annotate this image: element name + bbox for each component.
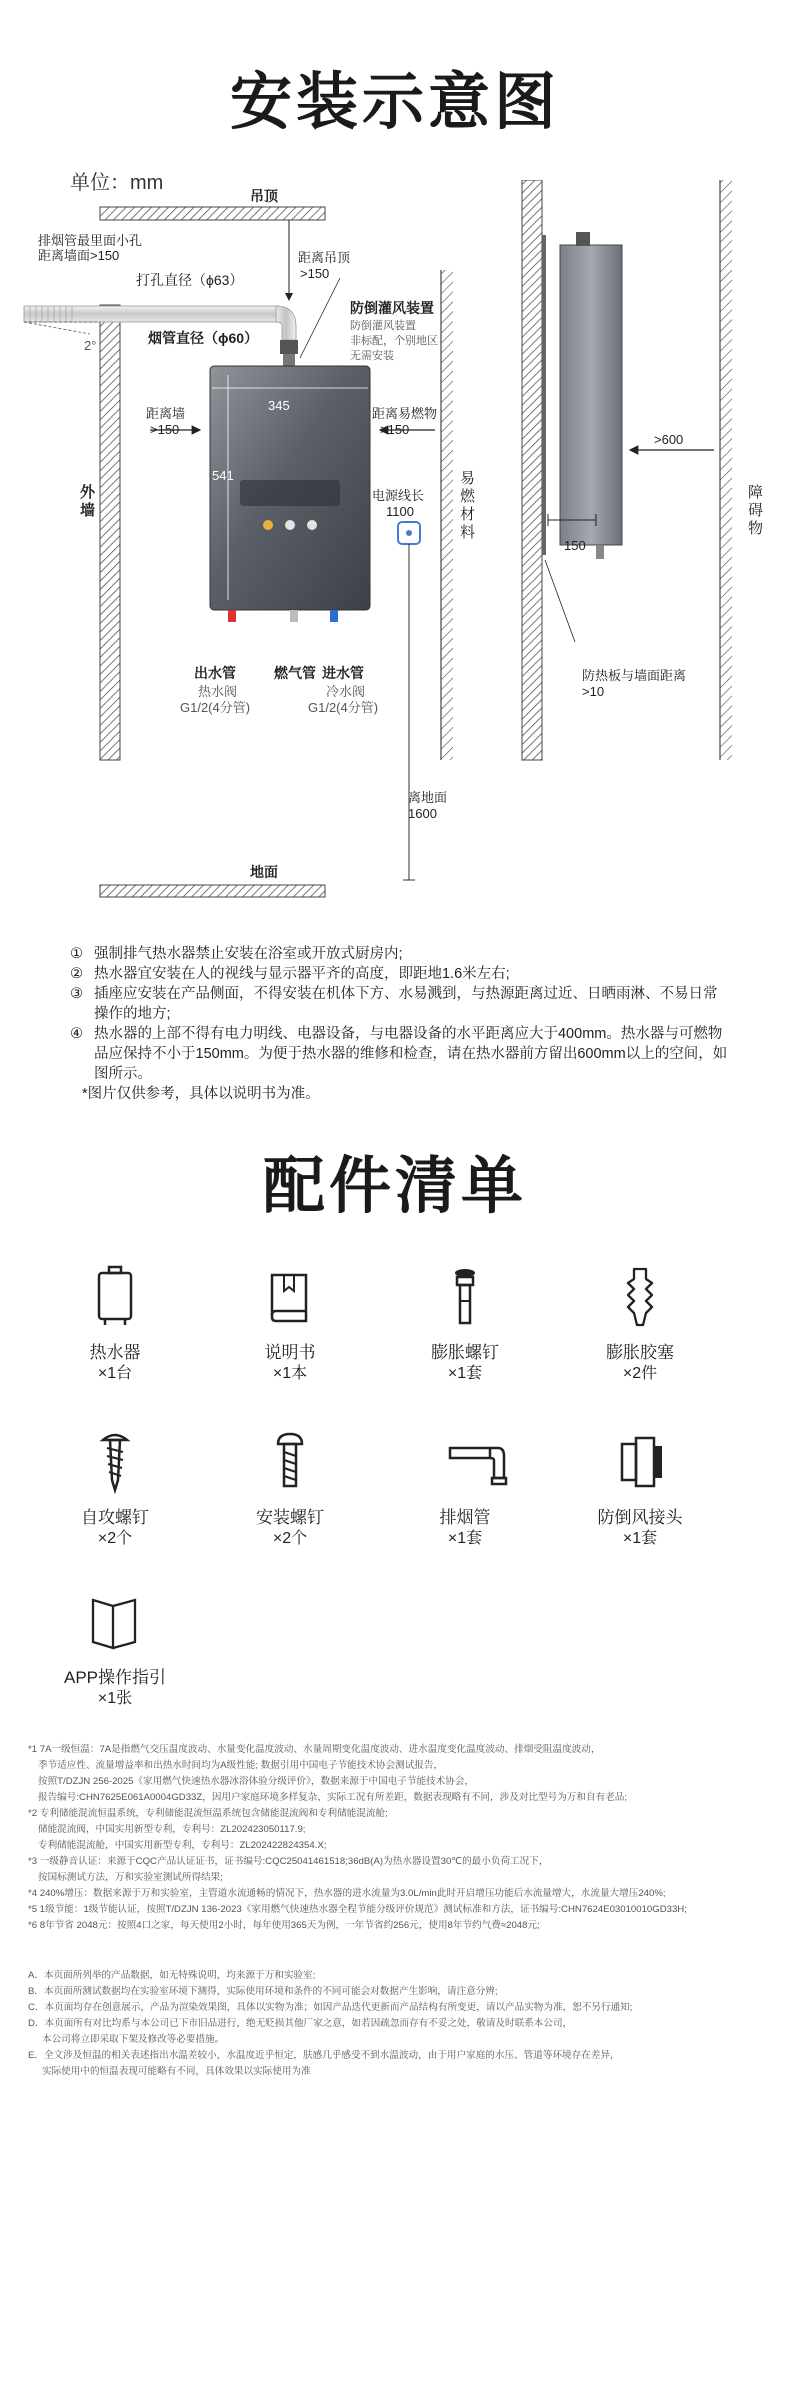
footnote-line: 专利储能混流舱，中国实用新型专利，专利号：ZL202422824354.X;	[38, 1840, 327, 1851]
footnote-line: *5 1级节能：1级节能认证，按照T/DZJN 136-2023《家用燃气快速热水器全程节能分级评价规范》测试标准和方法，证书编号:CHN7624E03010010GD33H;	[28, 1904, 687, 1915]
footnote-line: *3 一级静音认证：来源于CQC产品认证证书，证书编号:CQC25041461518;36dB(A)为热水器设置30℃的最小负荷工况下，	[28, 1856, 549, 1867]
water-heater-side	[560, 232, 622, 559]
accessory-name: APP操作指引	[63, 1668, 167, 1687]
note-item: ① 强制排气热水器禁止安装在浴室或开放式厨房内;	[70, 946, 403, 962]
outlet-pipe-title: 出水管	[194, 665, 236, 681]
floor-hatch	[100, 885, 325, 897]
inlet-pipe-title: 进水管	[322, 665, 364, 681]
accessory-qty: ×1套	[447, 1365, 483, 1382]
wall-distance-1: 距离墙	[146, 406, 186, 421]
exhaust-pipe-icon	[428, 1430, 528, 1494]
disclaimer-line: A．本页面所列举的产品数据，如无特殊说明，均来源于万和实验室;	[28, 1970, 316, 1981]
outlet-pipe-line1: 热水阀	[198, 684, 238, 699]
note-item: ④ 热水器的上部不得有电力明线、电器设备，与电器设备的水平距离应大于400mm。热水器与可燃物品应保持不小于150mm。为便于热水器的维修和检查，请在热水器前方留出600mm以上的空间，如图所示。	[70, 1026, 728, 1082]
footnote-line: *1 7A一级恒温：7A是指燃气交压温度波动、水量变化温度波动、水量周期变化温度波动、进水温度变化温度波动、排烟受阻温度波动，	[28, 1744, 601, 1755]
accessory-water-heater	[40, 1265, 190, 1384]
accessory-name: 说明书	[264, 1343, 316, 1362]
outer-wall	[100, 305, 120, 760]
installation-diagram	[0, 180, 790, 910]
accessory-name: 热水器	[89, 1343, 141, 1362]
accessory-qty: ×1张	[97, 1690, 133, 1707]
anti-wind-line3: 无需安装	[350, 350, 394, 362]
accessory-name: 防倒风接头	[597, 1508, 683, 1527]
water-heater-icon	[85, 1265, 145, 1329]
accessory-wall-plug	[565, 1265, 715, 1384]
footnote-line: 季节适应性、流量增益率和出热水时间均为A级性能; 数据引用中国电子节能技术协会测试报告，	[38, 1760, 444, 1771]
install-notes	[70, 944, 730, 1104]
flammable-distance-2: >150	[380, 422, 410, 437]
floor-label: 地面	[250, 864, 278, 880]
angle-label: 2°	[84, 338, 97, 353]
ceiling-distance-1: 距离吊顶	[298, 250, 351, 265]
accessory-manual	[215, 1265, 365, 1384]
inlet-pipe-line1: 冷水阀	[326, 684, 366, 699]
ceiling-label: 吊顶	[250, 188, 278, 204]
anti-wind-line2: 非标配，个别地区	[350, 335, 438, 347]
footnotes	[28, 1742, 768, 1934]
unit-label: 单位：mm	[70, 172, 164, 194]
disclaimer-line: B．本页面所测试数据均在实验室环境下测得，实际使用环境和条件的不同可能会对数据产生影响，请注意分辨;	[28, 1986, 498, 1997]
mounting-screw-icon	[260, 1430, 320, 1494]
obstacle-label: 障碍物	[748, 484, 764, 537]
width-345: 345	[268, 398, 290, 413]
inlet-pipe-line2: G1/2(4分管)	[308, 700, 379, 715]
disclaimers	[28, 1968, 768, 2080]
side-distance-150: 150	[564, 538, 586, 553]
flammable-label: 易燃材料	[460, 470, 476, 541]
accessory-qty: ×1套	[622, 1530, 658, 1547]
cable-length-2: 1100	[386, 504, 414, 519]
exhaust-hole-label-1: 排烟管最里面小孔	[38, 233, 143, 248]
manual-book-icon	[260, 1265, 320, 1329]
footnote-line: *6 8年节省 2048元：按照4口之家，每天使用2小时，每年使用365天为例，一年节省约256元，使用8年节约气费≈2048元;	[28, 1920, 540, 1931]
heat-board-2: >10	[582, 684, 605, 699]
accessory-expansion-bolt	[390, 1265, 540, 1384]
accessory-qty: ×2个	[97, 1530, 133, 1547]
accessory-qty: ×1台	[97, 1365, 133, 1382]
accessory-app-guide	[40, 1590, 190, 1709]
accessory-qty: ×1套	[447, 1530, 483, 1547]
obstacle-wall	[720, 180, 732, 760]
heat-board-1: 防热板与墙面距离	[582, 668, 687, 683]
outlet-pipe-line2: G1/2(4分管)	[180, 700, 251, 715]
footnote-line: *2 专利储能混流恒温系统，专利储能混流恒温系统包含储能混流阀和专利储能混流舱;	[28, 1808, 388, 1819]
anti-backdraft-joint-icon	[610, 1430, 670, 1494]
app-guide-icon	[85, 1590, 145, 1654]
accessory-qty: ×2个	[272, 1530, 308, 1547]
accessory-name: 膨胀螺钉	[431, 1343, 499, 1362]
pipe-diameter-label: 烟管直径（ϕ60）	[148, 330, 259, 346]
accessory-name: 排烟管	[439, 1508, 491, 1527]
ceiling-distance-2: >150	[300, 266, 330, 281]
wall-distance-2: >150	[150, 422, 180, 437]
ground-distance-1: 离地面	[408, 790, 448, 805]
front-clearance-600: >600	[654, 432, 684, 447]
cable-length-1: 电源线长	[372, 488, 425, 503]
expansion-bolt-icon	[435, 1265, 495, 1329]
note-disclaimer: *图片仅供参考，具体以说明书为准。	[82, 1086, 320, 1102]
flammable-distance-1: 距离易燃物	[372, 406, 438, 421]
anti-wind-title: 防倒灌风装置	[350, 300, 434, 316]
footnote-line: 储能混流阀，中国实用新型专利，专利号：ZL202423050117.9;	[38, 1824, 306, 1835]
install-title: 安装示意图	[229, 68, 560, 137]
footnote-line: 按照T/DZJN 256-2025《家用燃气快速热水器冰浴体验分级评价》，数据来源于中国电子节能技术协会，	[38, 1776, 475, 1787]
accessories-title: 配件清单	[262, 1152, 527, 1221]
exhaust-hole-label-2: 距离墙面>150	[38, 248, 120, 263]
accessory-name: 自攻螺钉	[81, 1508, 149, 1527]
note-item: ② 热水器宜安装在人的视线与显示器平齐的高度，即距地1.6米左右;	[70, 966, 510, 982]
accessory-mounting-screw	[215, 1430, 365, 1549]
footnote-line: 报告编号:CHN7625E061A0004GD33Z，因用户家庭环境多样复杂，实际工况有所差距，数据表现略有不同，涉及对比型号为万和自有老品;	[38, 1792, 628, 1803]
ground-distance-2: 1600	[408, 806, 437, 821]
disclaimer-line: 本公司将立即采取下架及修改等必要措施。	[42, 2034, 225, 2045]
accessory-anti-backdraft-joint	[565, 1430, 715, 1549]
accessory-name: 膨胀胶塞	[606, 1343, 674, 1362]
outer-wall-label: 外墙	[80, 484, 96, 519]
disclaimer-line: 实际使用中的恒温表现可能略有不同，具体效果以实际使用为准	[42, 2066, 311, 2077]
side-wall	[522, 180, 542, 760]
anti-wind-line1: 防倒灌风装置	[350, 320, 416, 332]
footnote-line: *4 240%增压：数据来源于万和实验室，主管道水流通畅的情况下，热水器的进水流量为3.0L/min此时开启增压功能后水流量增大，水流量大增压240%;	[28, 1888, 666, 1899]
accessory-qty: ×1本	[272, 1365, 308, 1382]
wall-plug-icon	[610, 1265, 670, 1329]
accessory-qty: ×2件	[622, 1365, 658, 1382]
tapping-screw-icon	[85, 1430, 145, 1494]
disclaimer-line: C．本页面均存在创意展示，产品为渲染效果图，具体以实物为准；如因产品迭代更新而产品结构有所变更，请以产品实物为准，恕不另行通知;	[28, 2002, 633, 2013]
accessory-exhaust-pipe	[390, 1430, 540, 1549]
accessory-tapping-screw	[40, 1430, 190, 1549]
disclaimer-line: E．全文涉及恒温的相关表述指出水温差较小，水温度近乎恒定，肤感几乎感受不到水温波动，由于用户家庭的水压、管道等环境存在差异，	[28, 2050, 620, 2061]
drill-diameter-label: 打孔直径（ϕ63）	[136, 272, 244, 288]
water-heater-front	[210, 366, 370, 622]
disclaimer-line: D．本页面所有对比均系与本公司已下市旧品进行，绝无贬损其他厂家之意，如若因疏忽而存有不妥之处，敬请及时联系本公司，	[28, 2018, 573, 2029]
note-item: ③ 插座应安装在产品侧面，不得安装在机体下方、水易溅到，与热源距离过近、日晒雨淋、不易日常操作的地方;	[70, 986, 718, 1022]
gas-pipe-title: 燃气管	[274, 665, 316, 681]
flammable-wall-hatch	[441, 270, 453, 760]
height-541: 541	[212, 468, 234, 483]
ceiling-hatch	[100, 207, 325, 220]
footnote-line: 按国标测试方法，万和实验室测试所得结果;	[38, 1872, 223, 1883]
accessory-name: 安装螺钉	[256, 1508, 324, 1527]
